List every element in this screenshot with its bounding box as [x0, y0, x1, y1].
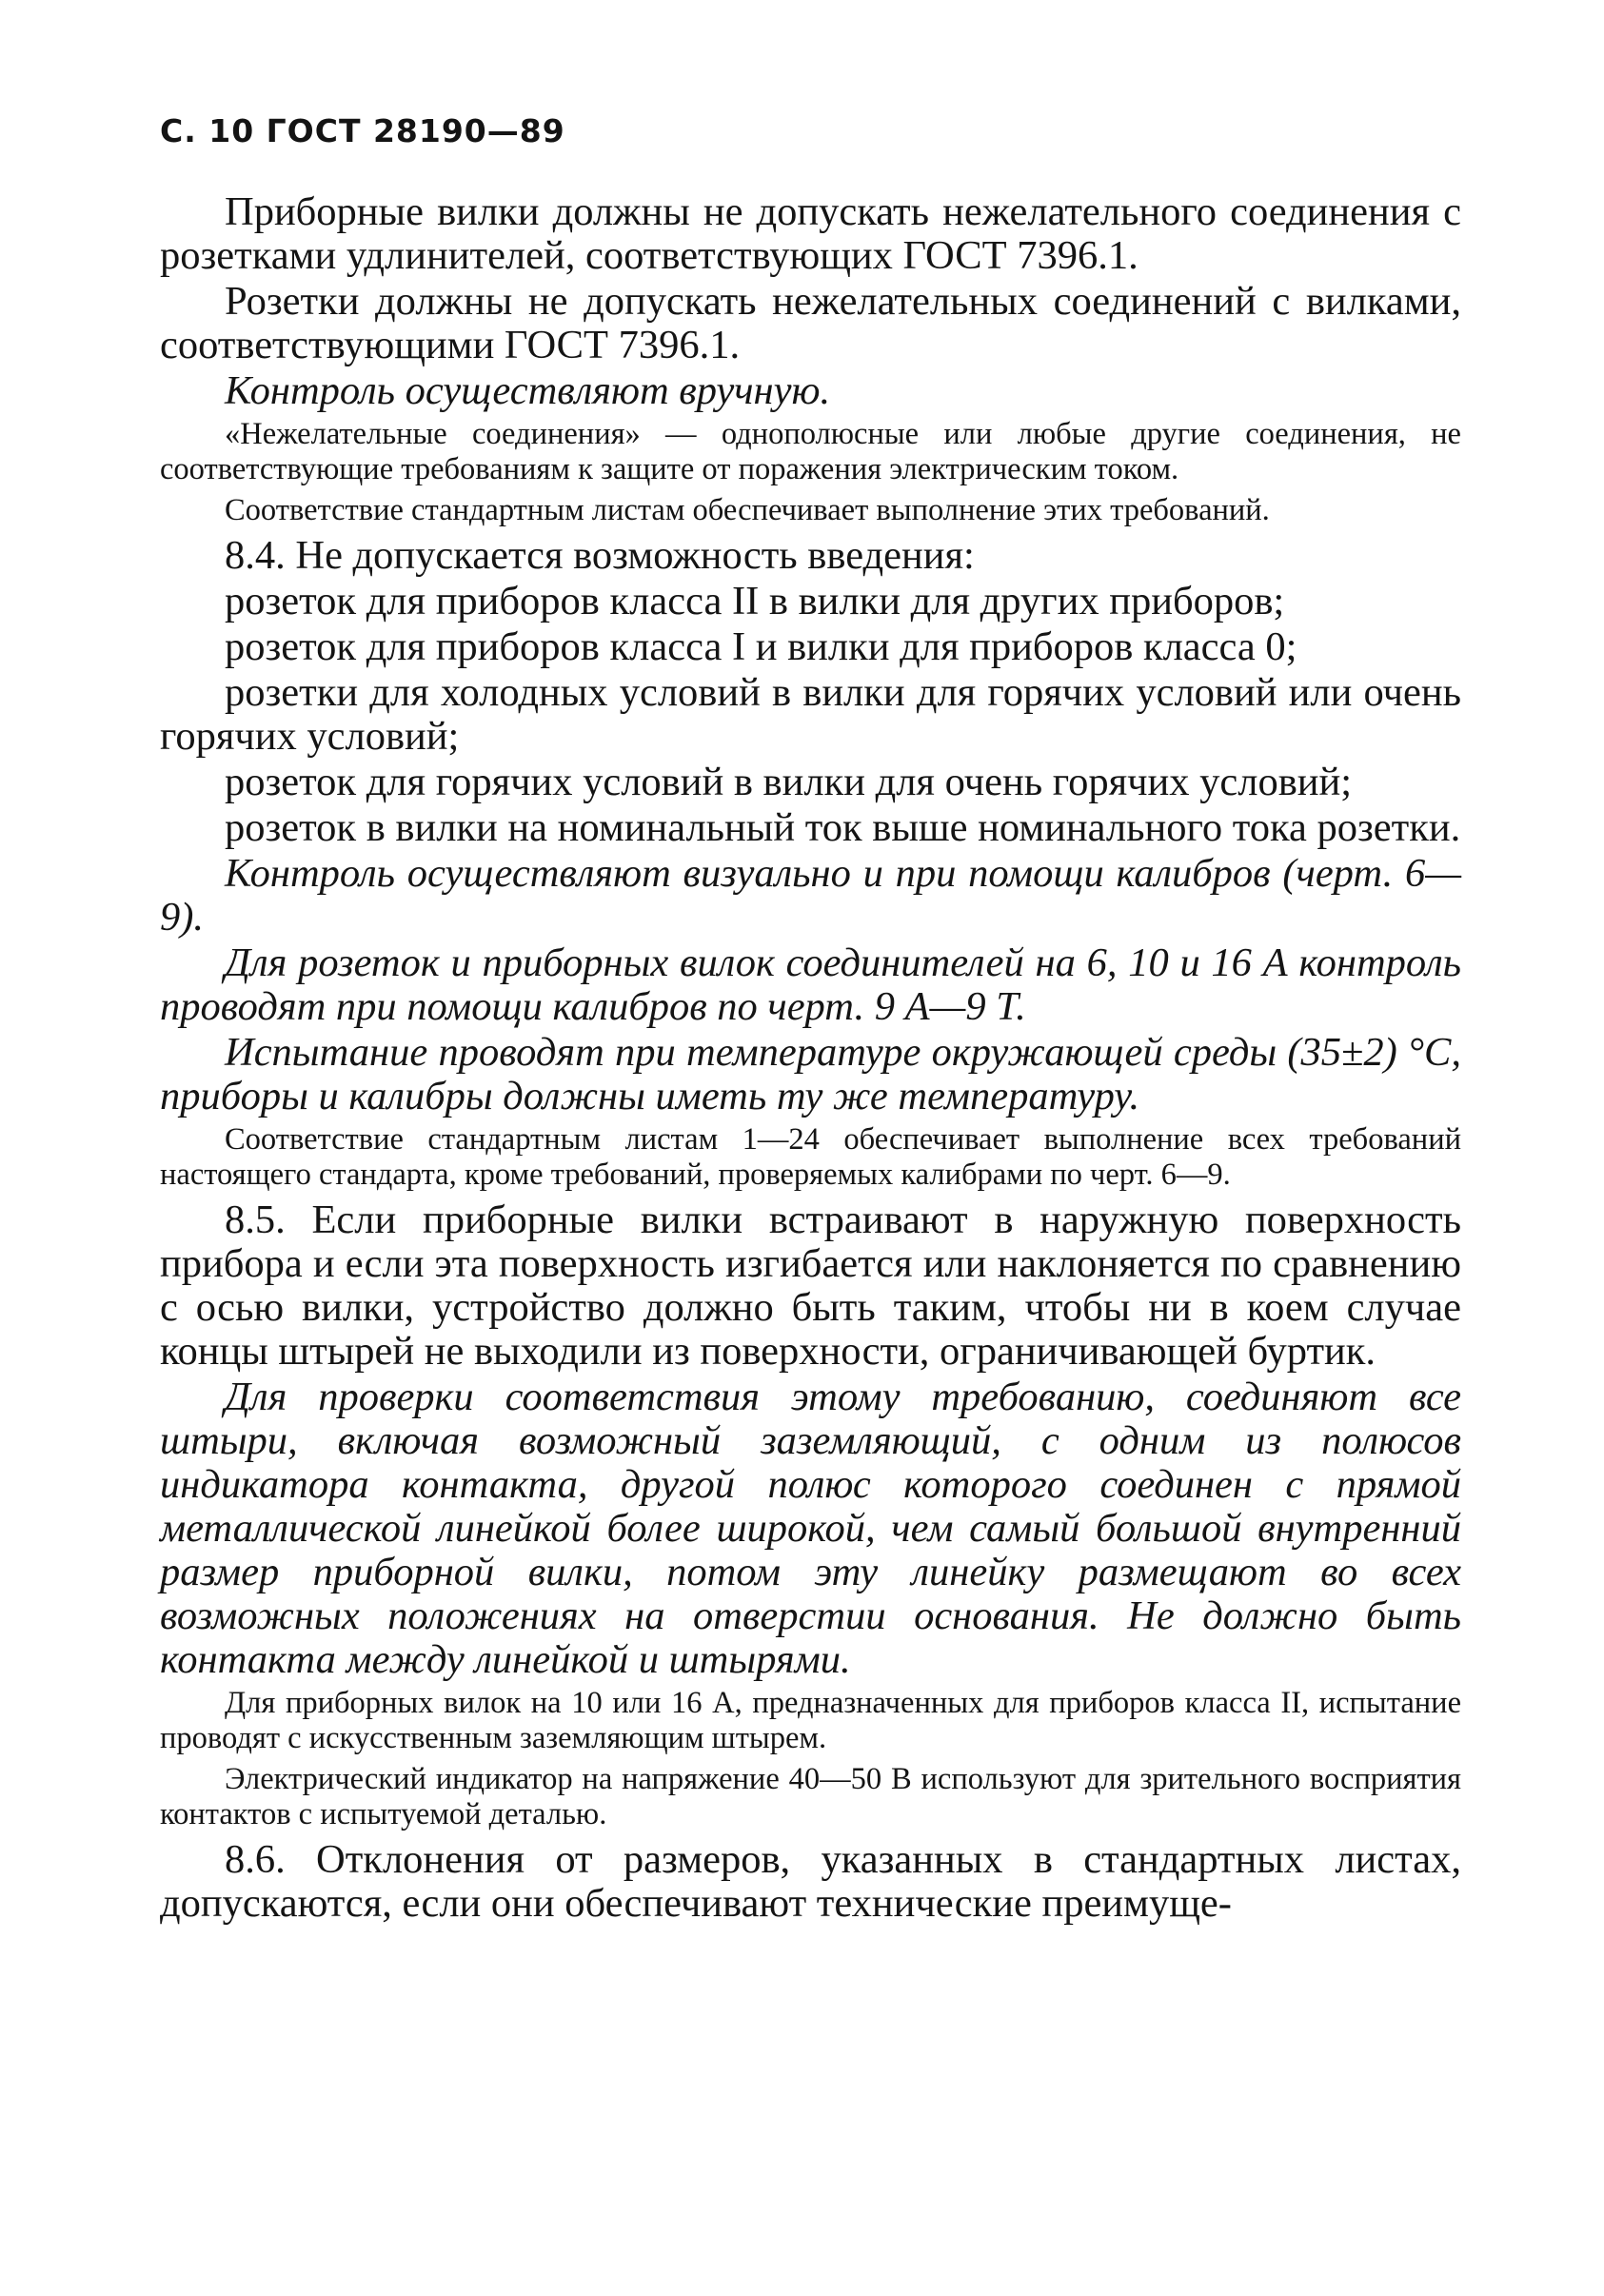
- paragraph: Испытание проводят при температуре окружающей среды (35±2) °С, приборы и калибры должны иметь ту же температуру.: [160, 1030, 1461, 1118]
- page-header: С. 10 ГОСТ 28190—89: [160, 112, 565, 149]
- note-paragraph: «Нежелательные соединения» — однополюсные или любые другие соединения, не соответствующие требованиям к защите от поражения электрическим током.: [160, 417, 1461, 486]
- list-item: розеток для горячих условий в вилки для очень горячих условий;: [225, 760, 1353, 804]
- section-8-6: 8.6. Отклонения от размеров, указанных в стандартных листах, допускаются, если они обеспечивают технические преимуще-: [160, 1837, 1461, 1926]
- list-item: розеток в вилки на номинальный ток выше номинального тока розетки.: [225, 805, 1461, 850]
- paragraph: Розетки должны не допускать нежелательных соединений с вилками, соответствующими ГОСТ 7396.1.: [160, 279, 1461, 367]
- list-item: розеток для приборов класса II в вилки для других приборов;: [225, 579, 1285, 623]
- note-paragraph: Соответствие стандартным листам 1—24 обеспечивает выполнение всех требований настоящего стандарта, кроме требований, проверяемых калибрами по черт. 6—9.: [160, 1122, 1461, 1192]
- paragraph: Для проверки соответствия этому требованию, соединяют все штыри, включая возможный заземляющий, с одним из полюсов индикатора контакта, другой полюс которого соединен с прямой металлической линейкой более широкой, чем самый большой внутренний размер приборной вилки, потом эту линейку размещают во всех возможных положениях на отверстии основания. Не должно быть контакта между линейкой и штырями.: [160, 1375, 1461, 1682]
- paragraph: Приборные вилки должны не допускать нежелательного соединения с розетками удлинителей, соответствующих ГОСТ 7396.1.: [160, 189, 1461, 278]
- paragraph: Для розеток и приборных вилок соединителей на 6, 10 и 16 А контроль проводят при помощи калибров по черт. 9 А—9 Т.: [160, 940, 1461, 1029]
- note-paragraph: Соответствие стандартным листам обеспечивает выполнение этих требований.: [225, 493, 1270, 527]
- list-item: розеток для приборов класса I и вилки для приборов класса 0;: [225, 624, 1297, 669]
- paragraph: Контроль осуществляют вручную.: [225, 368, 831, 413]
- document-body: [160, 190, 1461, 1928]
- paragraph: Контроль осуществляют визуально и при помощи калибров (черт. 6—9).: [160, 851, 1461, 940]
- section-heading-8-4: 8.4. Не допускается возможность введения:: [225, 533, 975, 578]
- note-paragraph: Электрический индикатор на напряжение 40—50 В используют для зрительного восприятия контактов с испытуемой деталью.: [160, 1762, 1461, 1831]
- section-8-5: 8.5. Если приборные вилки встраивают в наружную поверхность прибора и если эта поверхность изгибается или наклоняется по сравнению с осью вилки, устройство должно быть таким, чтобы ни в коем случае концы штырей не выходили из поверхности, ограничивающей буртик.: [160, 1197, 1461, 1374]
- list-item: розетки для холодных условий в вилки для горячих условий или очень горячих условий;: [160, 670, 1461, 759]
- note-paragraph: Для приборных вилок на 10 или 16 А, предназначенных для приборов класса II, испытание проводят с искусственным заземляющим штырем.: [160, 1686, 1461, 1755]
